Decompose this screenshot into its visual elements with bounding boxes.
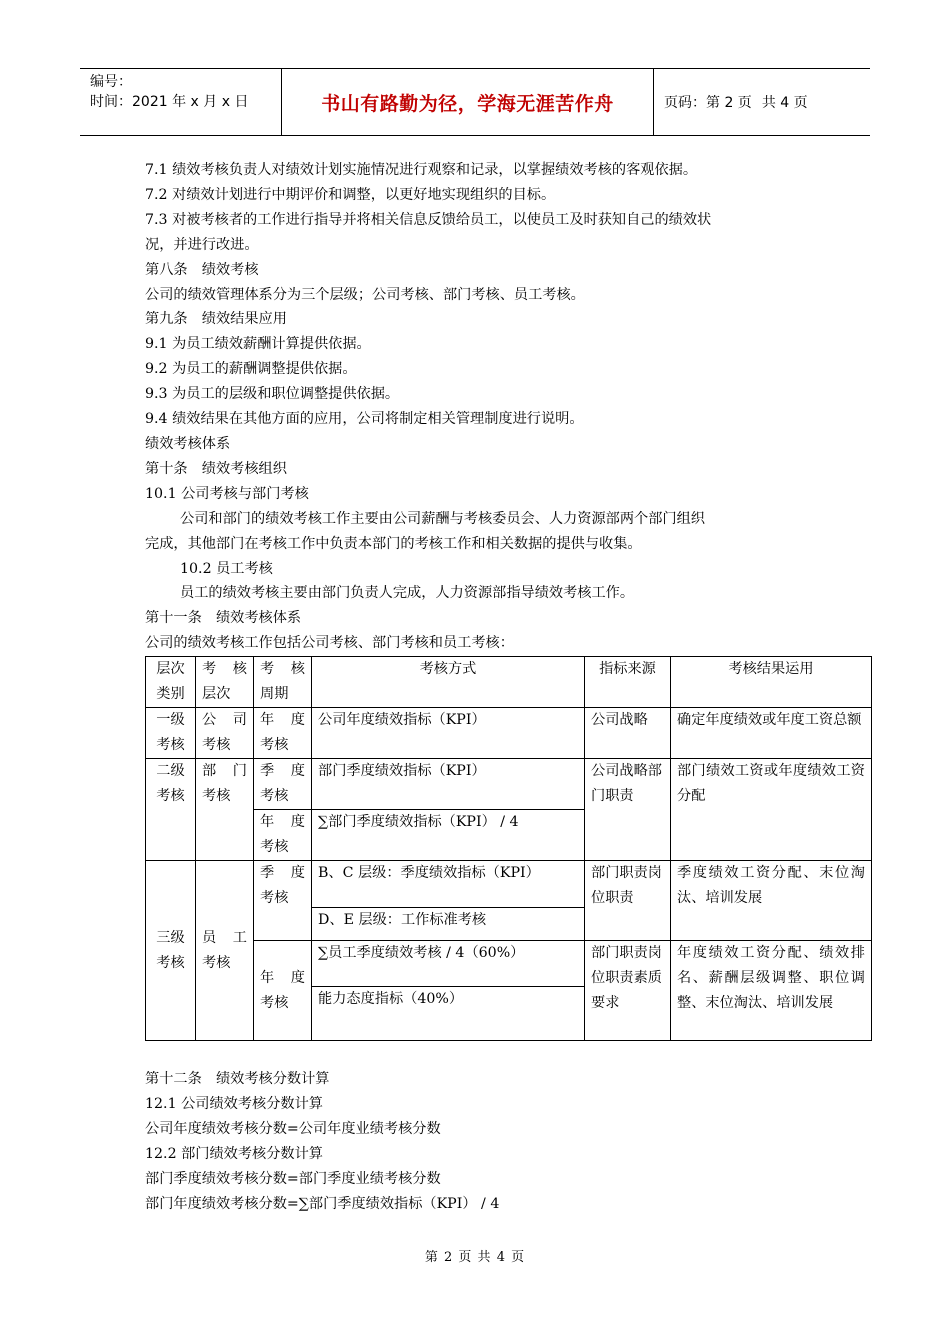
cell-result: 年度绩效工资分配、绩效排名、薪酬层级调整、职位调整、末位淘汰、培训发展 — [671, 941, 872, 1041]
cell-period: 年 度 考核 — [254, 810, 312, 861]
paragraph: 员工的绩效考核主要由部门负责人完成，人力资源部指导绩效考核工作。 — [180, 585, 635, 602]
subsection-heading: 10.2 员工考核 — [180, 560, 273, 577]
cell-source: 部门职责岗位职责素质要求 — [585, 941, 671, 1041]
header-cell-result: 考核结果运用 — [671, 657, 872, 708]
cell-period: 季 度 考核 — [254, 759, 312, 810]
cell-method: 公司年度绩效指标（KPI） — [312, 708, 585, 759]
formula: 部门年度绩效考核分数=∑部门季度绩效指标（KPI） / 4 — [145, 1195, 500, 1212]
section-heading: 第八条 绩效考核 — [145, 261, 259, 278]
section-heading: 第十条 绩效考核组织 — [145, 460, 287, 477]
paragraph: 公司和部门的绩效考核工作主要由公司薪酬与考核委员会、人力资源部两个部门组织 — [180, 510, 705, 527]
header-cell-source: 指标来源 — [585, 657, 671, 708]
subsection-heading: 12.2 部门绩效考核分数计算 — [145, 1145, 323, 1162]
header-cell-level: 层次类别 — [146, 657, 196, 708]
subsection-heading: 10.1 公司考核与部门考核 — [145, 485, 309, 502]
paragraph: 9.4 绩效结果在其他方面的应用，公司将制定相关管理制度进行说明。 — [145, 411, 584, 428]
cell-subject: 公 司 考核 — [196, 708, 254, 759]
table-row — [146, 759, 872, 810]
section-heading: 第十二条 绩效考核分数计算 — [145, 1071, 330, 1087]
cell-method: ∑员工季度绩效考核 / 4（60%） — [312, 941, 585, 987]
cell-level: 三级考核 — [146, 861, 196, 1041]
paragraph: 9.1 为员工绩效薪酬计算提供依据。 — [145, 336, 371, 353]
paragraph: 公司的绩效考核工作包括公司考核、部门考核和员工考核： — [145, 635, 514, 652]
header-page-label: 页码：第 2 页 — [664, 95, 752, 111]
cell-source: 公司战略 — [585, 708, 671, 759]
header-page-info — [654, 69, 870, 135]
header-cell-period: 考 核 周期 — [254, 657, 312, 708]
paragraph: 7.2 对绩效计划进行中期评价和调整，以更好地实现组织的目标。 — [145, 186, 556, 203]
cell-result: 季度绩效工资分配、末位淘汰、培训发展 — [671, 861, 872, 941]
cell-source: 公司战略部门职责 — [585, 759, 671, 861]
table-row — [146, 861, 872, 908]
cell-period: 年 度 考核 — [254, 708, 312, 759]
table-row — [146, 708, 872, 759]
cell-period: 年 度 考核 — [254, 941, 312, 1041]
section-heading: 第十一条 绩效考核体系 — [145, 610, 302, 627]
table-row — [146, 941, 872, 987]
subsection-heading: 12.1 公司绩效考核分数计算 — [145, 1095, 323, 1112]
cell-subject: 员 工 考核 — [196, 861, 254, 1041]
cell-method: ∑部门季度绩效指标（KPI） / 4 — [312, 810, 585, 861]
header-cell-method: 考核方式 — [312, 657, 585, 708]
page-footer: 第 2 页 共 4 页 — [424, 1250, 526, 1265]
header-cell-subject: 考 核 层次 — [196, 657, 254, 708]
header-motto-cell — [282, 69, 654, 135]
cell-method: 部门季度绩效指标（KPI） — [312, 759, 585, 810]
paragraph: 7.3 对被考核者的工作进行指导并将相关信息反馈给员工，以使员工及时获知自己的绩效状 — [145, 211, 712, 228]
header-motto: 书山有路勤为径，学海无涯苦作舟 — [321, 92, 614, 115]
formula: 部门季度绩效考核分数=部门季度业绩考核分数 — [145, 1170, 441, 1187]
paragraph: 9.3 为员工的层级和职位调整提供依据。 — [145, 386, 400, 403]
cell-result: 确定年度绩效或年度工资总额 — [671, 708, 872, 759]
header-number-label: 编号： — [90, 74, 132, 90]
header-time-label: 时间：2021 年 x 月 x 日 — [90, 94, 249, 110]
paragraph: 9.2 为员工的薪酬调整提供依据。 — [145, 361, 357, 378]
paragraph: 完成，其他部门在考核工作中负责本部门的考核工作和相关数据的提供与收集。 — [145, 535, 642, 552]
section-heading: 绩效考核体系 — [145, 435, 231, 452]
document-body — [145, 158, 825, 656]
paragraph: 7.1 绩效考核负责人对绩效计划实施情况进行观察和记录，以掌握绩效考核的客观依据。 — [145, 162, 698, 178]
appraisal-system-table — [145, 656, 872, 1041]
paragraph: 公司的绩效管理体系分为三个层级；公司考核、部门考核、员工考核。 — [145, 286, 585, 303]
cell-source: 部门职责岗位职责 — [585, 861, 671, 941]
cell-method: 能力态度指标（40%） — [312, 987, 585, 1041]
header-page-total: 共 4 页 — [761, 95, 808, 111]
formula: 公司年度绩效考核分数=公司年度业绩考核分数 — [145, 1120, 441, 1137]
section-heading: 第九条 绩效结果应用 — [145, 311, 287, 328]
cell-result: 部门绩效工资或年度绩效工资分配 — [671, 759, 872, 861]
header-meta — [80, 69, 282, 135]
cell-level: 二级考核 — [146, 759, 196, 861]
document-body-continued — [145, 1067, 825, 1216]
cell-method: D、E 层级：工作标准考核 — [312, 908, 585, 941]
cell-level: 一级考核 — [146, 708, 196, 759]
cell-period: 季 度 考核 — [254, 861, 312, 941]
cell-method: B、C 层级：季度绩效指标（KPI） — [312, 861, 585, 908]
table-header-row — [146, 657, 872, 708]
cell-subject: 部 门 考核 — [196, 759, 254, 861]
page-header — [80, 68, 870, 136]
paragraph: 况，并进行改进。 — [145, 236, 259, 253]
